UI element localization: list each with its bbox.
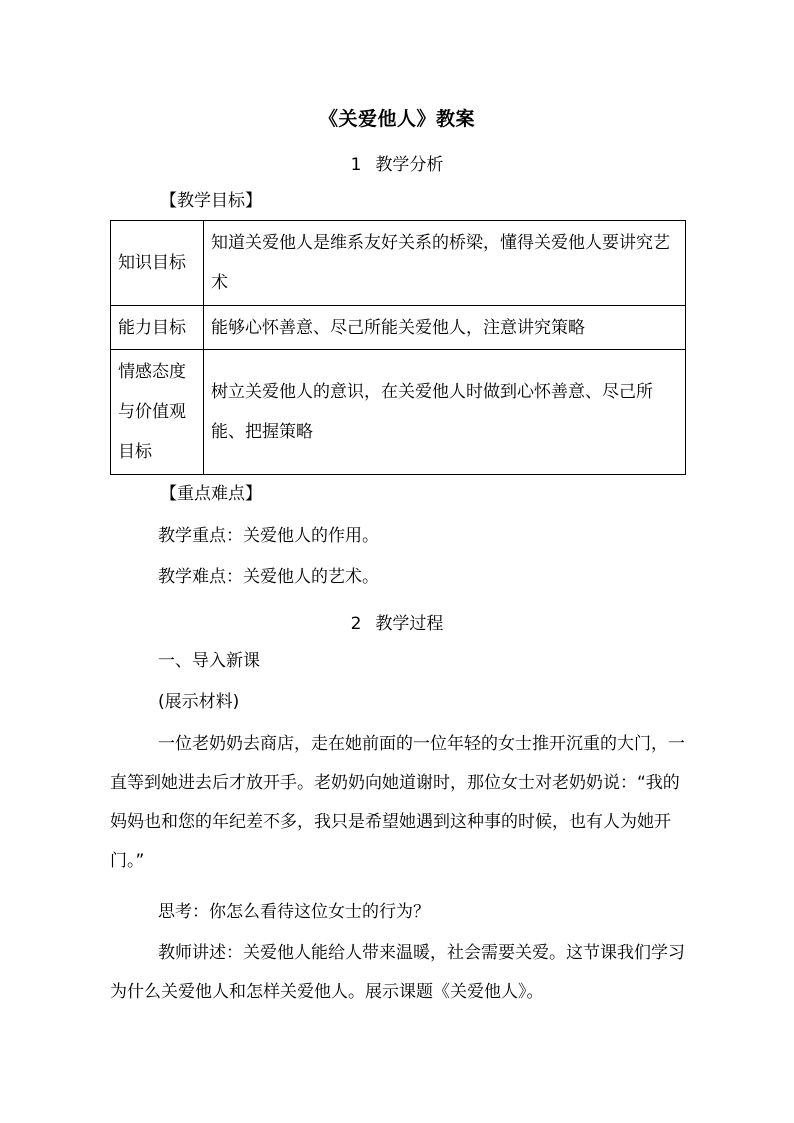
section-number: 2 <box>350 614 362 634</box>
section-title: 教学分析 <box>375 155 444 175</box>
material-label: (展示材料) <box>158 692 240 712</box>
part-heading: 一、导入新课 <box>158 651 260 671</box>
goal-content: 树立关爱他人的意识，在关爱他人时做到心怀善意、尽己所能、把握策略 <box>204 350 686 475</box>
table-row <box>111 306 686 350</box>
section-title: 教学过程 <box>375 614 444 634</box>
keypoints-heading: 【重点难点】 <box>160 484 262 504</box>
key-point: 教学重点：关爱他人的作用。 <box>158 526 379 546</box>
goals-heading: 【教学目标】 <box>160 191 262 211</box>
goal-label: 能力目标 <box>111 306 204 350</box>
question-paragraph: 思考：你怎么看待这位女士的行为？ <box>158 902 430 922</box>
teaching-goals-table <box>110 220 686 475</box>
document-title: 《关爱他人》教案 <box>318 108 475 130</box>
goal-label: 知识目标 <box>111 221 204 306</box>
goal-content: 能够心怀善意、尽己所能关爱他人，注意讲究策略 <box>204 306 686 350</box>
table-row <box>111 350 686 475</box>
section-heading-analysis <box>0 150 794 175</box>
goal-label: 情感态度与价值观目标 <box>111 350 204 475</box>
story-paragraph: 一位老奶奶去商店，走在她前面的一位年轻的女士推开沉重的大门，一直等到她进去后才放开手。老奶奶向她道谢时，那位女士对老奶奶说：“我的妈妈也和您的年纪差不多，我只是希望她遇到这种事的时候，也有人为她开门。” <box>110 734 685 871</box>
table-row <box>111 221 686 306</box>
goal-content: 知道关爱他人是维系友好关系的桥梁，懂得关爱他人要讲究艺术 <box>204 221 686 306</box>
section-heading-process <box>0 609 794 634</box>
section-number: 1 <box>350 155 362 175</box>
teacher-note-paragraph: 教师讲述：关爱他人能给人带来温暖，社会需要关爱。这节课我们学习为什么关爱他人和怎样关爱他人。展示课题《关爱他人》。 <box>110 943 685 1002</box>
difficult-point: 教学难点：关爱他人的艺术。 <box>158 567 379 587</box>
